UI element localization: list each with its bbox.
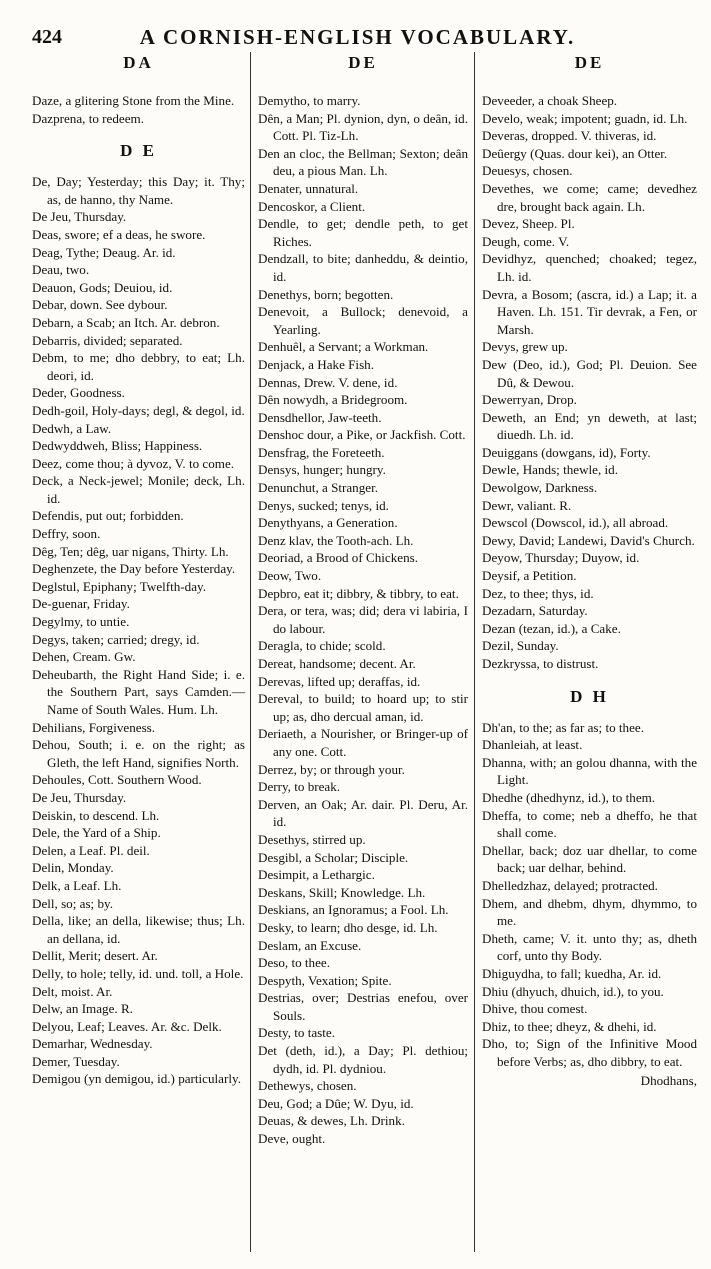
dictionary-entry: Dhive, thou comest.: [482, 1001, 588, 1017]
dictionary-entry: Deffry, soon.: [32, 526, 101, 542]
dictionary-entry: Dewerryan, Drop.: [482, 392, 577, 408]
dictionary-entry: Deas, swore; ef a deas, he swore.: [32, 226, 206, 242]
dictionary-entry: Denhuêl, a Servant; a Workman.: [258, 339, 429, 355]
dictionary-entry: Deveeder, a choak Sheep.: [482, 93, 618, 108]
dictionary-entry: Denjack, a Hake Fish.: [258, 356, 374, 372]
dictionary-entry: Deyow, Thursday; Duyow, id.: [482, 550, 640, 566]
dictionary-entry: Dho, to; Sign of the Infinitive Mood before Verbs; as, dho dibbry, to eat.: [482, 1036, 697, 1069]
dictionary-entry: Dereat, handsome; decent. Ar.: [258, 656, 416, 671]
dictionary-entry: Dewle, Hands; thewle, id.: [482, 462, 618, 478]
dictionary-entry: Derevas, lifted up; deraffas, id.: [258, 673, 421, 689]
dictionary-entry: Den an cloc, the Bellman; Sexton; deân deu, a pious Man. Lh.: [258, 145, 468, 179]
dictionary-entry: Desty, to taste.: [258, 1025, 335, 1041]
dictionary-entry: Dellit, Merit; desert. Ar.: [32, 948, 158, 964]
dictionary-entry: Dewy, David; Landewi, David's Church.: [482, 532, 695, 548]
dictionary-entry: Desethys, stirred up.: [258, 831, 366, 847]
dictionary-entry: Delly, to hole; telly, id. und. toll, a Hole.: [32, 965, 244, 981]
dictionary-entry: Demer, Tuesday.: [32, 1053, 120, 1069]
dictionary-entry: Deslam, an Excuse.: [258, 937, 362, 953]
dictionary-entry: Deskians, an Ignoramus; a Fool. Lh.: [258, 902, 449, 918]
dictionary-entry: Debm, to me; dho debbry, to eat; Lh. deori, id.: [32, 350, 245, 383]
dictionary-entry: Dewolgow, Darkness.: [482, 480, 598, 496]
dictionary-entry: Deuiggans (dowgans, id), Forty.: [482, 444, 651, 460]
dictionary-entry: Demytho, to marry.: [258, 93, 361, 108]
dictionary-entry: Debar, down. See dybour.: [32, 297, 168, 313]
columns: [32, 52, 697, 1252]
dictionary-entry: Deso, to thee.: [258, 955, 330, 971]
dictionary-entry: Dehou, South; i. e. on the right; as Gleth, the left Hand, signifies North.: [32, 737, 245, 770]
entry-list: [258, 92, 468, 1148]
dictionary-entry: Deragla, to chide; scold.: [258, 638, 386, 654]
dictionary-entry: De Jeu, Thursday.: [32, 209, 127, 225]
dictionary-entry: Dhiguydha, to fall; kuedha, Ar. id.: [482, 965, 662, 981]
dictionary-entry: Dh'an, to the; as far as; to thee.: [482, 719, 644, 735]
dictionary-entry: Delk, a Leaf. Lh.: [32, 877, 122, 893]
dictionary-entry: Dele, the Yard of a Ship.: [32, 825, 161, 841]
dictionary-entry: Despyth, Vexation; Spite.: [258, 972, 392, 988]
dictionary-entry: Deûergy (Quas. dour kei), an Otter.: [482, 145, 668, 161]
entry-list: [482, 719, 697, 1071]
dictionary-entry: Devra, a Bosom; (ascra, id.) a Lap; it. a Haven. Lh. 151. Tir devrak, a Fen, or Marsh.: [482, 286, 697, 337]
dictionary-entry: Dezkryssa, to distrust.: [482, 656, 599, 671]
page-number: 424: [32, 26, 62, 48]
dictionary-entry: Della, like; an della, likewise; thus; Lh. an dellana, id.: [32, 913, 245, 946]
dictionary-entry: Det (deth, id.), a Day; Pl. dethiou; dydh, id. Pl. dydniou.: [258, 1043, 468, 1076]
dictionary-entry: De-guenar, Friday.: [32, 596, 130, 612]
dictionary-entry: Demarhar, Wednesday.: [32, 1036, 153, 1052]
dictionary-entry: Denethys, born; begotten.: [258, 286, 394, 302]
dictionary-entry: Dewscol (Dowscol, id.), all abroad.: [482, 515, 669, 531]
dictionary-entry: Dazprena, to redeem.: [32, 110, 144, 126]
dictionary-entry: Desgibl, a Scholar; Disciple.: [258, 849, 409, 865]
dictionary-entry: Dez, to thee; thys, id.: [482, 585, 594, 601]
dictionary-entry: Dên, a Man; Pl. dynion, dyn, o deân, id. Cott. Pl. Tiz-Lh.: [258, 110, 468, 144]
dictionary-entry: Dereval, to build; to hoard up; to stir up; as, dho dercual aman, id.: [258, 691, 468, 724]
dictionary-entry: Deder, Goodness.: [32, 385, 125, 401]
dictionary-entry: Dhem, and dhebm, dhym, dhymmo, to me.: [482, 895, 697, 929]
dictionary-entry: Dedwyddweh, Bliss; Happiness.: [32, 438, 203, 454]
dictionary-entry: Deuas, & dewes, Lh. Drink.: [258, 1113, 405, 1129]
dictionary-entry: Deauon, Gods; Deuiou, id.: [32, 279, 173, 295]
dictionary-entry: Dedwh, a Law.: [32, 420, 112, 436]
dictionary-entry: Denys, sucked; tenys, id.: [258, 497, 389, 513]
dictionary-entry: Densys, hunger; hungry.: [258, 462, 386, 478]
dictionary-entry: Deoriad, a Brood of Chickens.: [258, 550, 418, 566]
dictionary-entry: Denz klav, the Tooth-ach. Lh.: [258, 532, 414, 548]
dictionary-entry: Deglstul, Epiphany; Twelfth-day.: [32, 578, 206, 594]
dictionary-entry: Destrias, over; Destrias enefou, over Souls.: [258, 990, 468, 1023]
catchword: Dhodhans,: [640, 1073, 697, 1089]
dictionary-entry: Delen, a Leaf. Pl. deil.: [32, 842, 150, 858]
dictionary-entry: Dheffa, to come; neb a dheffo, he that shall come.: [482, 807, 697, 841]
dictionary-entry: Dera, or tera, was; did; dera vi labiria, I do labour.: [258, 603, 468, 636]
dictionary-entry: Derry, to break.: [258, 779, 341, 795]
column-1: [32, 52, 250, 1252]
dictionary-entry: Dehoules, Cott. Southern Wood.: [32, 772, 202, 788]
dictionary-entry: Dendle, to get; dendle peth, to get Riches.: [258, 216, 468, 249]
dictionary-entry: Degylmy, to untie.: [32, 614, 130, 630]
dictionary-entry: Dhanleiah, at least.: [482, 737, 583, 753]
dictionary-entry: Develo, weak; impotent; guadn, id. Lh.: [482, 110, 688, 126]
dictionary-entry: Delt, moist. Ar.: [32, 983, 113, 999]
dictionary-entry: Debarris, divided; separated.: [32, 332, 183, 348]
dictionary-entry: Dehilians, Forgiveness.: [32, 719, 156, 735]
dictionary-entry: Dethewys, chosen.: [258, 1078, 357, 1094]
dictionary-entry: Dhiz, to thee; dheyz, & dhehi, id.: [482, 1018, 657, 1034]
dictionary-entry: Dehen, Cream. Gw.: [32, 649, 136, 665]
dictionary-entry: Devys, grew up.: [482, 339, 568, 355]
dictionary-entry: Depbro, eat it; dibbry, & tibbry, to eat.: [258, 585, 459, 601]
page-title: A CORNISH-ENGLISH VOCABULARY.: [139, 24, 576, 49]
dictionary-entry: Deriaeth, a Nourisher, or Bringer-up of any one. Cott.: [258, 726, 468, 759]
dictionary-entry: Deag, Tythe; Deaug. Ar. id.: [32, 244, 176, 260]
dictionary-entry: Densdhellor, Jaw-teeth.: [258, 409, 382, 425]
dictionary-entry: Deu, God; a Dûe; W. Dyu, id.: [258, 1095, 414, 1111]
dictionary-entry: Daze, a glitering Stone from the Mine.: [32, 93, 235, 108]
section-heading: D H: [570, 686, 609, 706]
dictionary-entry: Dêg, Ten; dêg, uar nigans, Thirty. Lh.: [32, 543, 229, 559]
dictionary-entry: Dheth, came; V. it. unto thy; as, dheth corf, unto thy Body.: [482, 930, 697, 964]
dictionary-entry: Densfrag, the Foreteeth.: [258, 444, 385, 460]
dictionary-entry: Dedh-goil, Holy-days; degl, & degol, id.: [32, 402, 245, 418]
entry-list: [32, 173, 245, 1088]
dictionary-entry: Denevoit, a Bullock; denevoid, a Yearling.: [258, 304, 468, 337]
dictionary-entry: Dezil, Sunday.: [482, 638, 559, 654]
dictionary-entry: Delw, an Image. R.: [32, 1001, 133, 1017]
dictionary-entry: Dewr, valiant. R.: [482, 497, 572, 513]
dictionary-entry: Dhelledzhaz, delayed; protracted.: [482, 877, 658, 893]
dictionary-entry: Debarn, a Scab; an Itch. Ar. debron.: [32, 314, 220, 330]
dictionary-entry: Dew (Deo, id.), God; Pl. Deuion. See Dû, & Dewou.: [482, 356, 697, 390]
dictionary-entry: Denater, unnatural.: [258, 180, 359, 196]
dictionary-entry: Dhellar, back; doz uar dhellar, to come back; uar delhar, behind.: [482, 842, 697, 876]
dictionary-entry: Dhanna, with; an golou dhanna, with the Light.: [482, 754, 697, 788]
dictionary-entry: Dennas, Drew. V. dene, id.: [258, 374, 398, 390]
dictionary-entry: Deweth, an End; yn deweth, at last; diuedh. Lh. id.: [482, 409, 697, 443]
dictionary-entry: Demigou (yn demigou, id.) particularly.: [32, 1071, 241, 1087]
dictionary-entry: Dhedhe (dhedhynz, id.), to them.: [482, 789, 656, 805]
column-2: [250, 52, 475, 1252]
dictionary-entry: De Jeu, Thursday.: [32, 789, 127, 805]
dictionary-entry: Desimpit, a Lethargic.: [258, 867, 375, 883]
column-heading: DA: [123, 53, 154, 72]
column-3: [475, 52, 697, 1252]
dictionary-entry: Deheubarth, the Right Hand Side; i. e. the Southern Part, says Camden.—Name of South Wales. Hum. Lh.: [32, 666, 245, 717]
dictionary-entry: Devethes, we come; came; devedhez dre, brought back again. Lh.: [482, 180, 697, 214]
dictionary-entry: Deck, a Neck-jewel; Monile; deck, Lh. id.: [32, 473, 245, 506]
dictionary-entry: Degys, taken; carried; dregy, id.: [32, 631, 200, 647]
column-heading: DE: [574, 53, 605, 72]
dictionary-entry: Deveras, dropped. V. thiveras, id.: [482, 128, 657, 144]
dictionary-entry: Deve, ought.: [258, 1131, 326, 1147]
dictionary-entry: Dhiu (dhyuch, dhuich, id.), to you.: [482, 983, 664, 999]
dictionary-entry: Denunchut, a Stranger.: [258, 480, 378, 496]
dictionary-entry: Deiskin, to descend. Lh.: [32, 807, 160, 823]
dictionary-entry: Dendzall, to bite; danheddu, & deintio, id.: [258, 251, 468, 284]
dictionary-entry: Deghenzete, the Day before Yesterday.: [32, 561, 236, 577]
dictionary-entry: Dên nowydh, a Bridegroom.: [258, 392, 408, 408]
dictionary-entry: Derrez, by; or through your.: [258, 761, 405, 777]
dictionary-entry: Denythyans, a Generation.: [258, 515, 398, 531]
section-heading: D E: [120, 141, 157, 161]
dictionary-entry: Dell, so; as; by.: [32, 895, 113, 911]
dictionary-entry: Deskans, Skill; Knowledge. Lh.: [258, 884, 426, 900]
dictionary-entry: Dezan (tezan, id.), a Cake.: [482, 620, 621, 636]
dictionary-entry: Delin, Monday.: [32, 860, 114, 876]
dictionary-entry: De, Day; Yesterday; this Day; it. Thy; as, de hanno, thy Name.: [32, 174, 245, 207]
column-heading: DE: [348, 53, 378, 72]
dictionary-entry: Devidhyz, quenched; choaked; tegez, Lh. id.: [482, 251, 697, 284]
dictionary-entry: Deysif, a Petition.: [482, 568, 577, 584]
dictionary-entry: Devez, Sheep. Pl.: [482, 216, 575, 232]
entry-list: [482, 92, 697, 673]
dictionary-entry: Dezadarn, Saturday.: [482, 603, 588, 619]
dictionary-entry: Deuesys, chosen.: [482, 163, 573, 179]
dictionary-entry: Denshoc dour, a Pike, or Jackfish. Cott.: [258, 427, 466, 443]
dictionary-entry: Desky, to learn; dho desge, id. Lh.: [258, 919, 438, 935]
entry-list: [32, 92, 245, 127]
dictionary-entry: Deau, two.: [32, 262, 90, 278]
dictionary-entry: Deow, Two.: [258, 568, 322, 584]
dictionary-entry: Deez, come thou; à dyvoz, V. to come.: [32, 455, 235, 471]
dictionary-entry: Deugh, come. V.: [482, 233, 570, 249]
dictionary-entry: Defendis, put out; forbidden.: [32, 508, 184, 524]
page-header: [28, 22, 687, 52]
dictionary-entry: Derven, an Oak; Ar. dair. Pl. Deru, Ar. id.: [258, 796, 468, 830]
dictionary-entry: Delyou, Leaf; Leaves. Ar. &c. Delk.: [32, 1018, 222, 1034]
dictionary-entry: Dencoskor, a Client.: [258, 198, 366, 214]
